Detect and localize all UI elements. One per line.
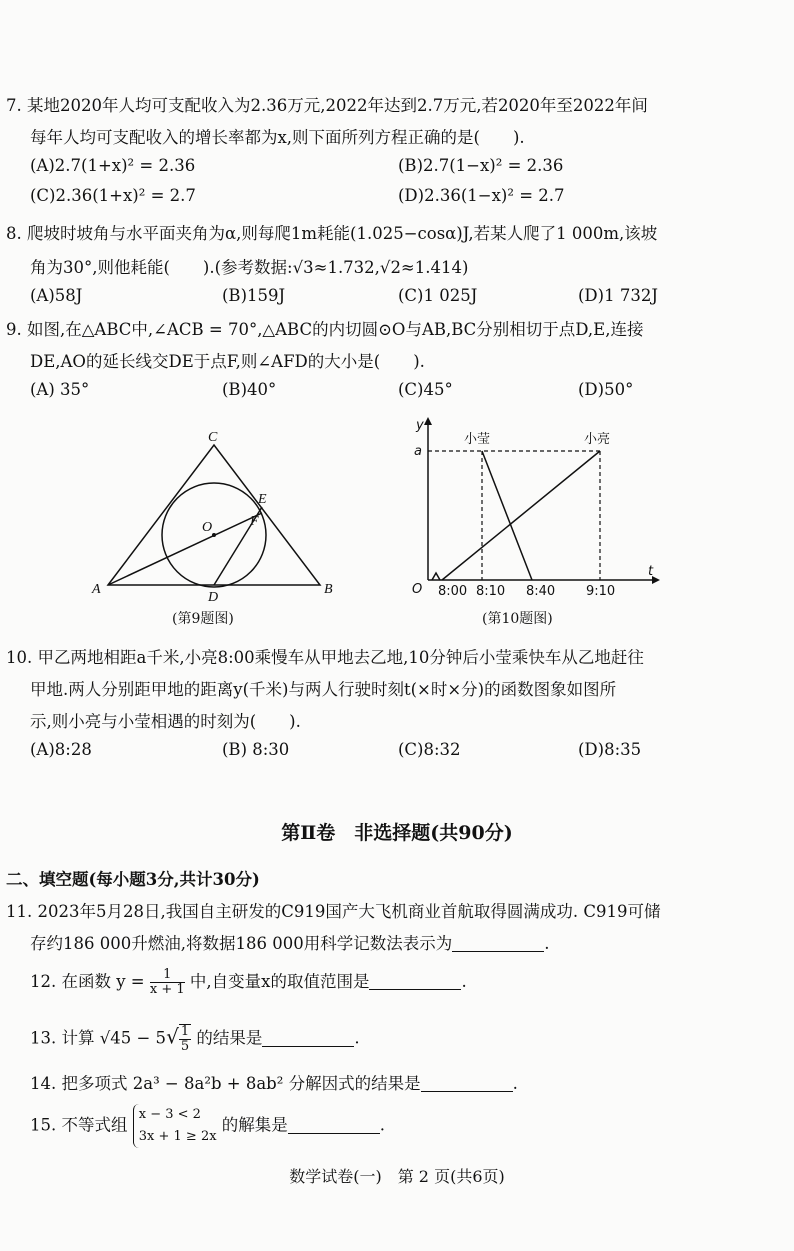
label-f: F <box>250 514 259 529</box>
q15-line: 15. 不等式组 x − 3 < 2 3x + 1 ≥ 2x 的解集是 . <box>30 1104 385 1148</box>
q8-option-b: (B)159J <box>222 286 286 305</box>
q14-text: 14. 把多项式 2a³ − 8a²b + 8ab² 分解因式的结果是 <box>30 1074 421 1093</box>
q13-fraction <box>179 1024 191 1054</box>
q13-post: 的结果是 <box>196 1028 263 1048</box>
label-c: C <box>208 430 218 445</box>
q11-stem-line2: 存约186 000升燃油,将数据186 000用科学记数法表示为 . <box>30 934 550 953</box>
q15-post: 的解集是 <box>221 1115 288 1135</box>
q13-pre: 13. 计算 √45 − 5 <box>30 1028 167 1048</box>
q14-line: 14. 把多项式 2a³ − 8a²b + 8ab² 分解因式的结果是 . <box>30 1074 518 1093</box>
q15-row1: x − 3 < 2 <box>138 1107 201 1122</box>
q12-numerator: 1 <box>150 968 185 983</box>
q8-option-c: (C)1 025J <box>398 286 478 305</box>
line-xiaoliang <box>442 451 600 580</box>
q7-stem-line1: 7. 某地2020年人均可支配收入为2.36万元,2022年达到2.7万元,若2020年至2022年间 <box>6 96 648 115</box>
q9-option-a: (A) 35° <box>30 380 90 399</box>
q13-numerator: 1 <box>180 1024 190 1039</box>
q9-option-c: (C)45° <box>398 380 453 399</box>
q11-stem-line1: 11. 2023年5月28日,我国自主研发的C919国产大飞机商业首航取得圆满成功. C919可储 <box>6 902 661 921</box>
q10-option-d: (D)8:35 <box>578 740 642 759</box>
q13-denominator: 5 <box>180 1039 190 1054</box>
part2-title: 第Ⅱ卷 非选择题(共90分) <box>281 822 513 844</box>
a-label: a <box>414 444 422 459</box>
figure-10-function-graph <box>402 415 662 605</box>
q10-stem-line3: 示,则小亮与小莹相遇的时刻为( ). <box>30 712 301 731</box>
q7-option-d: (D)2.36(1−x)² = 2.7 <box>398 186 565 205</box>
label-e: E <box>258 492 267 507</box>
q9-stem-line2: DE,AO的延长线交DE于点F,则∠AFD的大小是( ). <box>30 352 425 371</box>
label-a: A <box>92 582 101 597</box>
q7-option-b: (B)2.7(1−x)² = 2.36 <box>398 156 564 175</box>
q7-stem-line2: 每年人均可支配收入的增长率都为x,则下面所列方程正确的是( ). <box>30 128 525 147</box>
segment-af <box>108 513 262 585</box>
q12-denominator: x + 1 <box>149 982 185 997</box>
q12-fraction <box>150 968 185 997</box>
q9-option-d: (D)50° <box>578 380 634 399</box>
tick-8-40: 8:40 <box>526 584 556 599</box>
q14-answer-blank[interactable] <box>421 1073 513 1092</box>
q12-post: 中,自变量x的取值范围是 <box>189 972 370 991</box>
q10-option-b: (B) 8:30 <box>222 740 290 759</box>
q7-option-a: (A)2.7(1+x)² = 2.36 <box>30 156 196 175</box>
q9-stem-line1: 9. 如图,在△ABC中,∠ACB = 70°,△ABC的内切圆⊙O与AB,BC分别相切于点D,E,连接 <box>6 320 644 339</box>
label-o: O <box>202 520 213 535</box>
q15-pre: 15. 不等式组 <box>30 1115 128 1135</box>
q8-option-d: (D)1 732J <box>578 286 658 305</box>
t-axis-arrow <box>652 576 660 584</box>
q13-answer-blank[interactable] <box>262 1028 354 1047</box>
section-fill-in-title: 二、填空题(每小题3分,共计30分) <box>6 870 260 889</box>
figure-9-incircle-diagram <box>90 425 350 605</box>
q12-pre: 12. 在函数 y = <box>30 972 145 991</box>
q12-answer-blank[interactable] <box>369 971 461 990</box>
page-footer: 数学试卷(一) 第 2 页(共6页) <box>289 1167 505 1186</box>
q10-stem-line2: 甲地.两人分别距甲地的距离y(千米)与两人行驶时刻t(×时×分)的函数图象如图所 <box>30 680 617 699</box>
line-xiaoying <box>482 451 532 580</box>
q15-row2: 3x + 1 ≥ 2x <box>138 1129 217 1144</box>
q11-answer-blank[interactable] <box>452 933 544 952</box>
label-d: D <box>208 590 219 605</box>
q9-option-b: (B)40° <box>222 380 277 399</box>
q8-stem-line1: 8. 爬坡时坡角与水平面夹角为α,则每爬1m耗能(1.025−cosα)J,若某人爬了1 000m,该坡 <box>6 224 658 243</box>
q8-stem-line2: 角为30°,则他耗能( ).(参考数据:√3≈1.732,√2≈1.414) <box>30 258 469 277</box>
label-b: B <box>324 582 333 597</box>
q13-line: 13. 计算 √45 − 5√ $\frac{1}{5}$ 的结果是 . <box>30 1024 360 1054</box>
q12-line: 12. 在函数 y = $\frac{1}{x + 1}$ 中,自变量x的取值范围是 . <box>30 967 467 997</box>
q11-text: 存约186 000升燃油,将数据186 000用科学记数法表示为 <box>30 934 453 953</box>
y-axis-arrow <box>424 417 432 425</box>
q15-answer-blank[interactable] <box>288 1115 380 1134</box>
q15-system <box>133 1104 217 1148</box>
figure-10-caption: (第10题图) <box>482 611 553 627</box>
tick-9-10: 9:10 <box>586 584 616 599</box>
origin-label: O <box>412 582 423 597</box>
series-label-xiaoying: 小莹 <box>464 432 491 447</box>
figure-9-caption: (第9题图) <box>172 611 234 627</box>
triangle-abc <box>108 445 320 585</box>
q7-option-c: (C)2.36(1+x)² = 2.7 <box>30 186 196 205</box>
axis-break <box>432 573 440 580</box>
y-axis-label: y <box>416 418 424 433</box>
series-label-xiaoliang: 小亮 <box>584 432 611 447</box>
q10-stem-line1: 10. 甲乙两地相距a千米,小亮8:00乘慢车从甲地去乙地,10分钟后小莹乘快车从乙地赶往 <box>6 648 644 667</box>
q10-option-c: (C)8:32 <box>398 740 461 759</box>
tick-8-10: 8:10 <box>476 584 506 599</box>
q8-option-a: (A)58J <box>30 286 83 305</box>
center-o-point <box>212 533 216 537</box>
sqrt-icon: √ <box>166 1024 179 1049</box>
t-axis-label: t <box>648 564 654 579</box>
tick-8-00: 8:00 <box>438 584 468 599</box>
q10-option-a: (A)8:28 <box>30 740 92 759</box>
